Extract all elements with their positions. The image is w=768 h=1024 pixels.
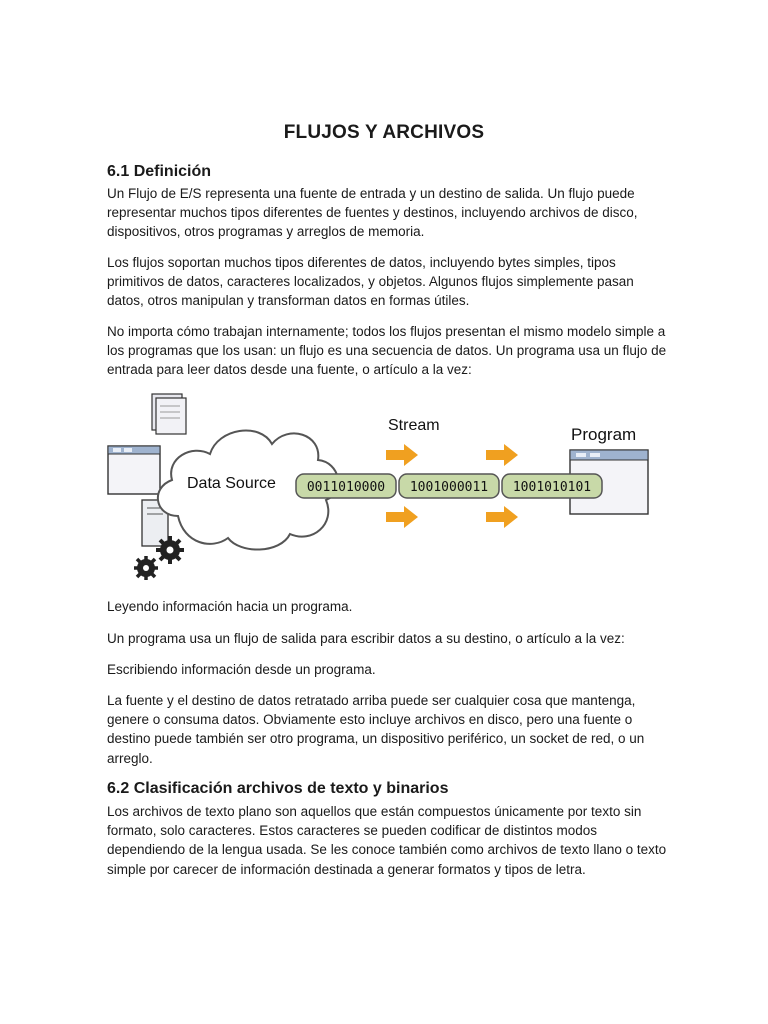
section-heading-definicion: 6.1 Definición xyxy=(107,163,212,180)
stream-label: Stream xyxy=(388,417,440,434)
bits-label-1: 0011010000 xyxy=(306,480,386,495)
arrow-icon-bottom-2 xyxy=(486,506,518,528)
paragraph-definicion-1: Un Flujo de E/S representa una fuente de entrada y un destino de salida. Un flujo puede representar muchos tipos diferentes de fuentes y destinos, incluyendo archivos de disco, dispositivos, otros programas y arreglos de memoria. xyxy=(107,186,638,240)
monitor-icon xyxy=(108,446,160,494)
caption-reading: Leyendo información hacia un programa. xyxy=(107,599,353,614)
paragraph-clasificacion-1: Los archivos de texto plano son aquellos que están compuestos únicamente por texto sin formato, solo caracteres. Estos caracteres se pueden codificar de distintos modos dependiendo de la lengua usada. Se les conoce también como archivos de texto llano o texto simple por carecer de información destinada a generar formatos y tipos de letra. xyxy=(107,804,667,877)
arrow-icon-bottom-1 xyxy=(386,506,418,528)
program-label: Program xyxy=(571,425,637,444)
paragraph-output-stream: Un programa usa un flujo de salida para escribir datos a su destino, o artículo a la vez: xyxy=(107,631,625,646)
arrow-icon-top-2 xyxy=(486,444,518,466)
paragraph-definicion-3: No importa cómo trabajan internamente; todos los flujos presentan el mismo modelo simple a los programas que los usan: un flujo es una secuencia de datos. Un programa usa un flujo de entrada para leer datos desde una fuente, o artículo a la vez: xyxy=(107,324,667,378)
gear-icon xyxy=(156,536,184,564)
bits-label-2: 1001000011 xyxy=(409,480,489,495)
bits-box-3 xyxy=(502,474,602,498)
gear-icon-small xyxy=(134,556,158,580)
bits-box-1 xyxy=(296,474,396,498)
document-title: FLUJOS Y ARCHIVOS xyxy=(283,122,485,143)
paragraph-definicion-2: Los flujos soportan muchos tipos diferentes de datos, incluyendo bytes simples, tipos primitivos de datos, caracteres localizados, y objetos. Algunos flujos simplemente pasan datos, otros manipulan y transforman datos en formas útiles. xyxy=(107,255,634,309)
section-heading-clasificacion: 6.2 Clasificación archivos de texto y binarios xyxy=(107,780,449,797)
caption-writing: Escribiendo información desde un programa. xyxy=(107,662,376,677)
stream-diagram xyxy=(100,388,660,588)
document-icon xyxy=(152,394,186,434)
bits-label-3: 1001010101 xyxy=(512,480,592,495)
bits-box-2 xyxy=(399,474,499,498)
paragraph-source-destination: La fuente y el destino de datos retratado arriba puede ser cualquier cosa que mantenga, genere o consuma datos. Obviamente esto incluye archivos en disco, pero una fuente o destino puede también ser otro programa, un dispositivo periférico, un socket de red, o un arreglo. xyxy=(107,693,645,766)
data-source-label: Data Source xyxy=(187,475,276,492)
arrow-icon-top-1 xyxy=(386,444,418,466)
